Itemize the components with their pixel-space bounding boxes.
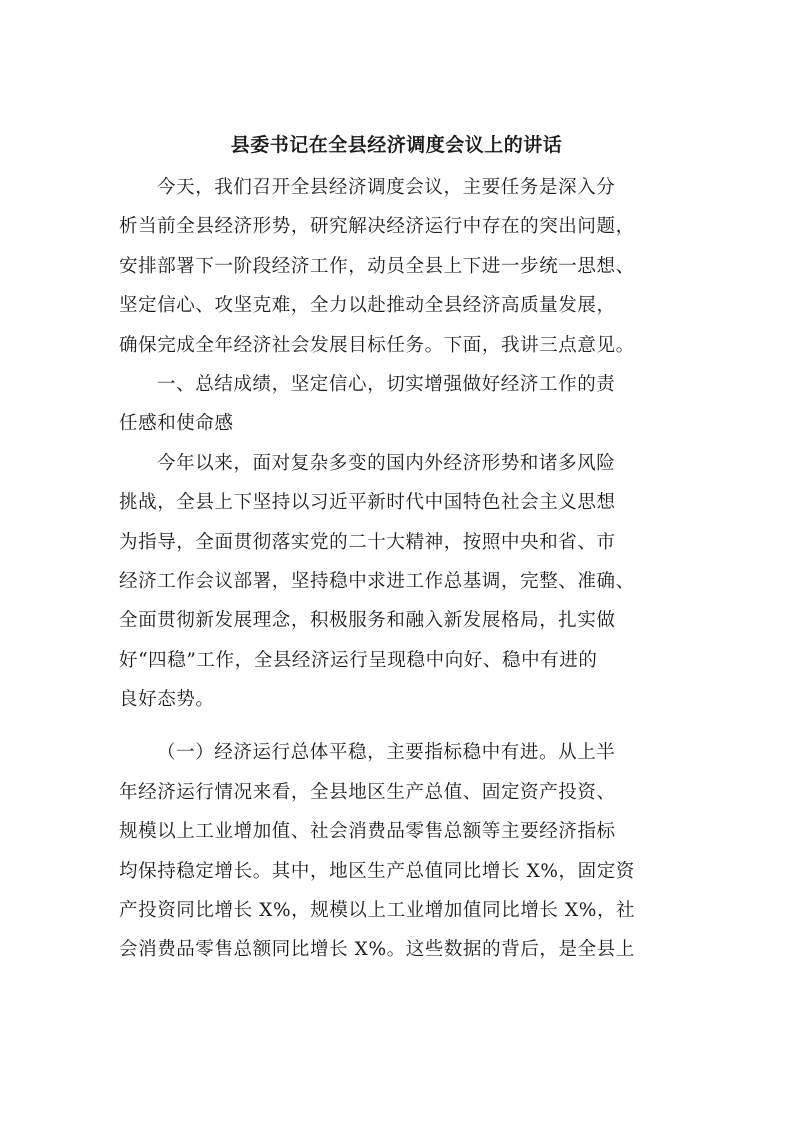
text-line: 年经济运行情况来看，全县地区生产总值、固定资产投资、: [119, 781, 616, 803]
text-line: 产投资同比增长 X%，规模以上工业增加值同比增长 X%，社: [119, 900, 636, 922]
text-line: 今年以来，面对复杂多变的国内外经济形势和诸多风险: [157, 452, 616, 474]
text-line: 为指导，全面贯彻落实党的二十大精神，按照中央和省、市: [119, 531, 616, 553]
text-line: 析当前全县经济形势，研究解决经济运行中存在的突出问题，: [119, 216, 635, 238]
text-line: 经济工作会议部署，坚持稳中求进工作总基调，完整、准确、: [119, 570, 635, 592]
text-line: 全面贯彻新发展理念，积极服务和融入新发展格局，扎实做: [119, 610, 616, 632]
document-body: [119, 168, 679, 970]
text-line: 安排部署下一阶段经济工作，动员全县上下进一步统一思想、: [119, 255, 635, 277]
text-line: 规模以上工业增加值、社会消费品零售总额等主要经济指标: [119, 821, 616, 843]
document-title: 县委书记在全县经济调度会议上的讲话: [230, 134, 563, 156]
text-line: 良好态势。: [119, 689, 215, 711]
text-line: 会消费品零售总额同比增长 X%。这些数据的背后，是全县上: [119, 939, 635, 961]
text-line: 挑战，全县上下坚持以习近平新时代中国特色社会主义思想: [119, 492, 616, 514]
paragraph-spacer: [119, 719, 679, 733]
text-line: 确保完成全年经济社会发展目标任务。下面，我讲三点意见。: [119, 334, 635, 356]
text-line: （一）经济运行总体平稳，主要指标稳中有进。从上半: [157, 742, 616, 764]
text-line: 坚定信心、攻坚克难，全力以赴推动全县经济高质量发展，: [119, 295, 616, 317]
text-line: 均保持稳定增长。其中，地区生产总值同比增长 X%，固定资: [119, 860, 635, 882]
text-line: 好“四稳”工作，全县经济运行呈现稳中向好、稳中有进的: [119, 649, 598, 671]
text-line: 一、总结成绩，坚定信心，切实增强做好经济工作的责: [157, 373, 616, 395]
text-line: 今天，我们召开全县经济调度会议，主要任务是深入分: [157, 177, 616, 198]
text-line: 任感和使命感: [119, 413, 234, 435]
